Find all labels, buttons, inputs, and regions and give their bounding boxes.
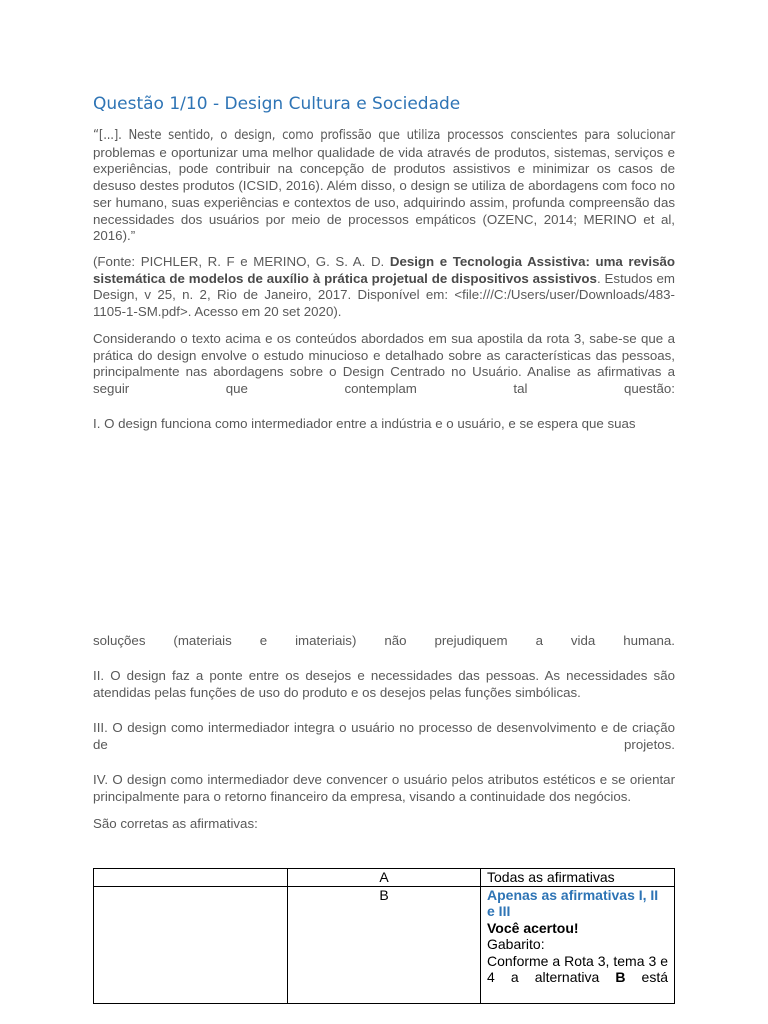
answer-prompt: São corretas as afirmativas:: [93, 816, 258, 831]
feedback-message: Você acertou!: [487, 919, 579, 936]
correct-option-text: Apenas as afirmativas I, II e III: [487, 886, 659, 919]
context-paragraph: Considerando o texto acima e os conteúdos abordados em sua apostila da rota 3, sabe-se que a prática do design envolve o estudo minucioso e detalhado sobre as características das pessoas, principalmente nas abordagens sobre o Design Centrado no Usuário. Analise as afirmativas a seguir que contemplam tal questão:: [93, 331, 675, 397]
source-paragraph: [93, 254, 675, 321]
statement-3: III. O design como intermediador integra o usuário no processo de desenvolvimento e de criação de projetos.: [93, 720, 675, 752]
quote-rest: problemas e oportunizar uma melhor qualidade de vida através de produtos, sistemas, serviços e experiências, pode contribuir na concepção de produtos assistivos e minimizar os casos de desuso destes produtos (ICSID, 2016). Além disso, o design se utiliza de abordagens com foco no ser humano, suas experiências e contextos de uso, adquirindo assim, profunda compreensão das necessidades dos usuários por meio de processos empáticos (OZENC, 2014; MERINO et al, 2016).”: [93, 144, 675, 244]
options-table: [93, 868, 675, 1004]
gabarito-label: Gabarito:: [487, 936, 545, 952]
statement-1-end: soluções (materiais e imateriais) não prejudiquem a vida humana.: [93, 633, 675, 648]
option-letter: A: [288, 869, 481, 887]
statement-1-start: I. O design funciona como intermediador entre a indústria e o usuário, e se espera que suas: [93, 416, 636, 431]
option-empty-cell: [94, 869, 288, 887]
option-empty-cell: [94, 886, 288, 1003]
gabarito-text: [487, 953, 668, 986]
option-row-a[interactable]: [94, 869, 675, 887]
option-letter: B: [288, 886, 481, 1003]
gabarito-letter: B: [615, 969, 626, 985]
source-title: Design e Tecnologia Assistiva: uma revisão sistemática de modelos de auxílio à prática projetual de dispositivos assistivos: [93, 254, 675, 286]
quote-lead: “[...]. Neste sentido, o design, como profissão que utiliza processos conscientes para solucionar: [93, 128, 675, 143]
source-prefix: (Fonte: PICHLER, R. F e MERINO, G. S. A. D.: [93, 254, 390, 269]
option-answer-cell: [481, 886, 675, 1003]
gabarito-post: está: [625, 969, 668, 985]
option-row-b[interactable]: [94, 886, 675, 1003]
option-text: Todas as afirmativas: [481, 869, 675, 887]
question-title: Questão 1/10 - Design Cultura e Sociedade: [93, 94, 461, 114]
statement-2: II. O design faz a ponte entre os desejos e necessidades das pessoas. As necessidades são atendidas pelas funções de uso do produto e os desejos pelas funções simbólicas.: [93, 668, 675, 700]
source-suffix: . Estudos em Design, v 25, n. 2, Rio de Janeiro, 2017. Disponível em: <file:///C:/Users/user/Downloads/483-1105-1-SM.pdf>. Acesso em 20 set 2020).: [93, 270, 675, 320]
statement-4: IV. O design como intermediador deve convencer o usuário pelos atributos estéticos e se orientar principalmente para o retorno financeiro da empresa, visando a continuidade dos negócios.: [93, 772, 675, 804]
gabarito-pre: Conforme a Rota 3, tema 3 e 4 a alternativa: [487, 952, 668, 985]
quote-paragraph: [93, 127, 675, 245]
